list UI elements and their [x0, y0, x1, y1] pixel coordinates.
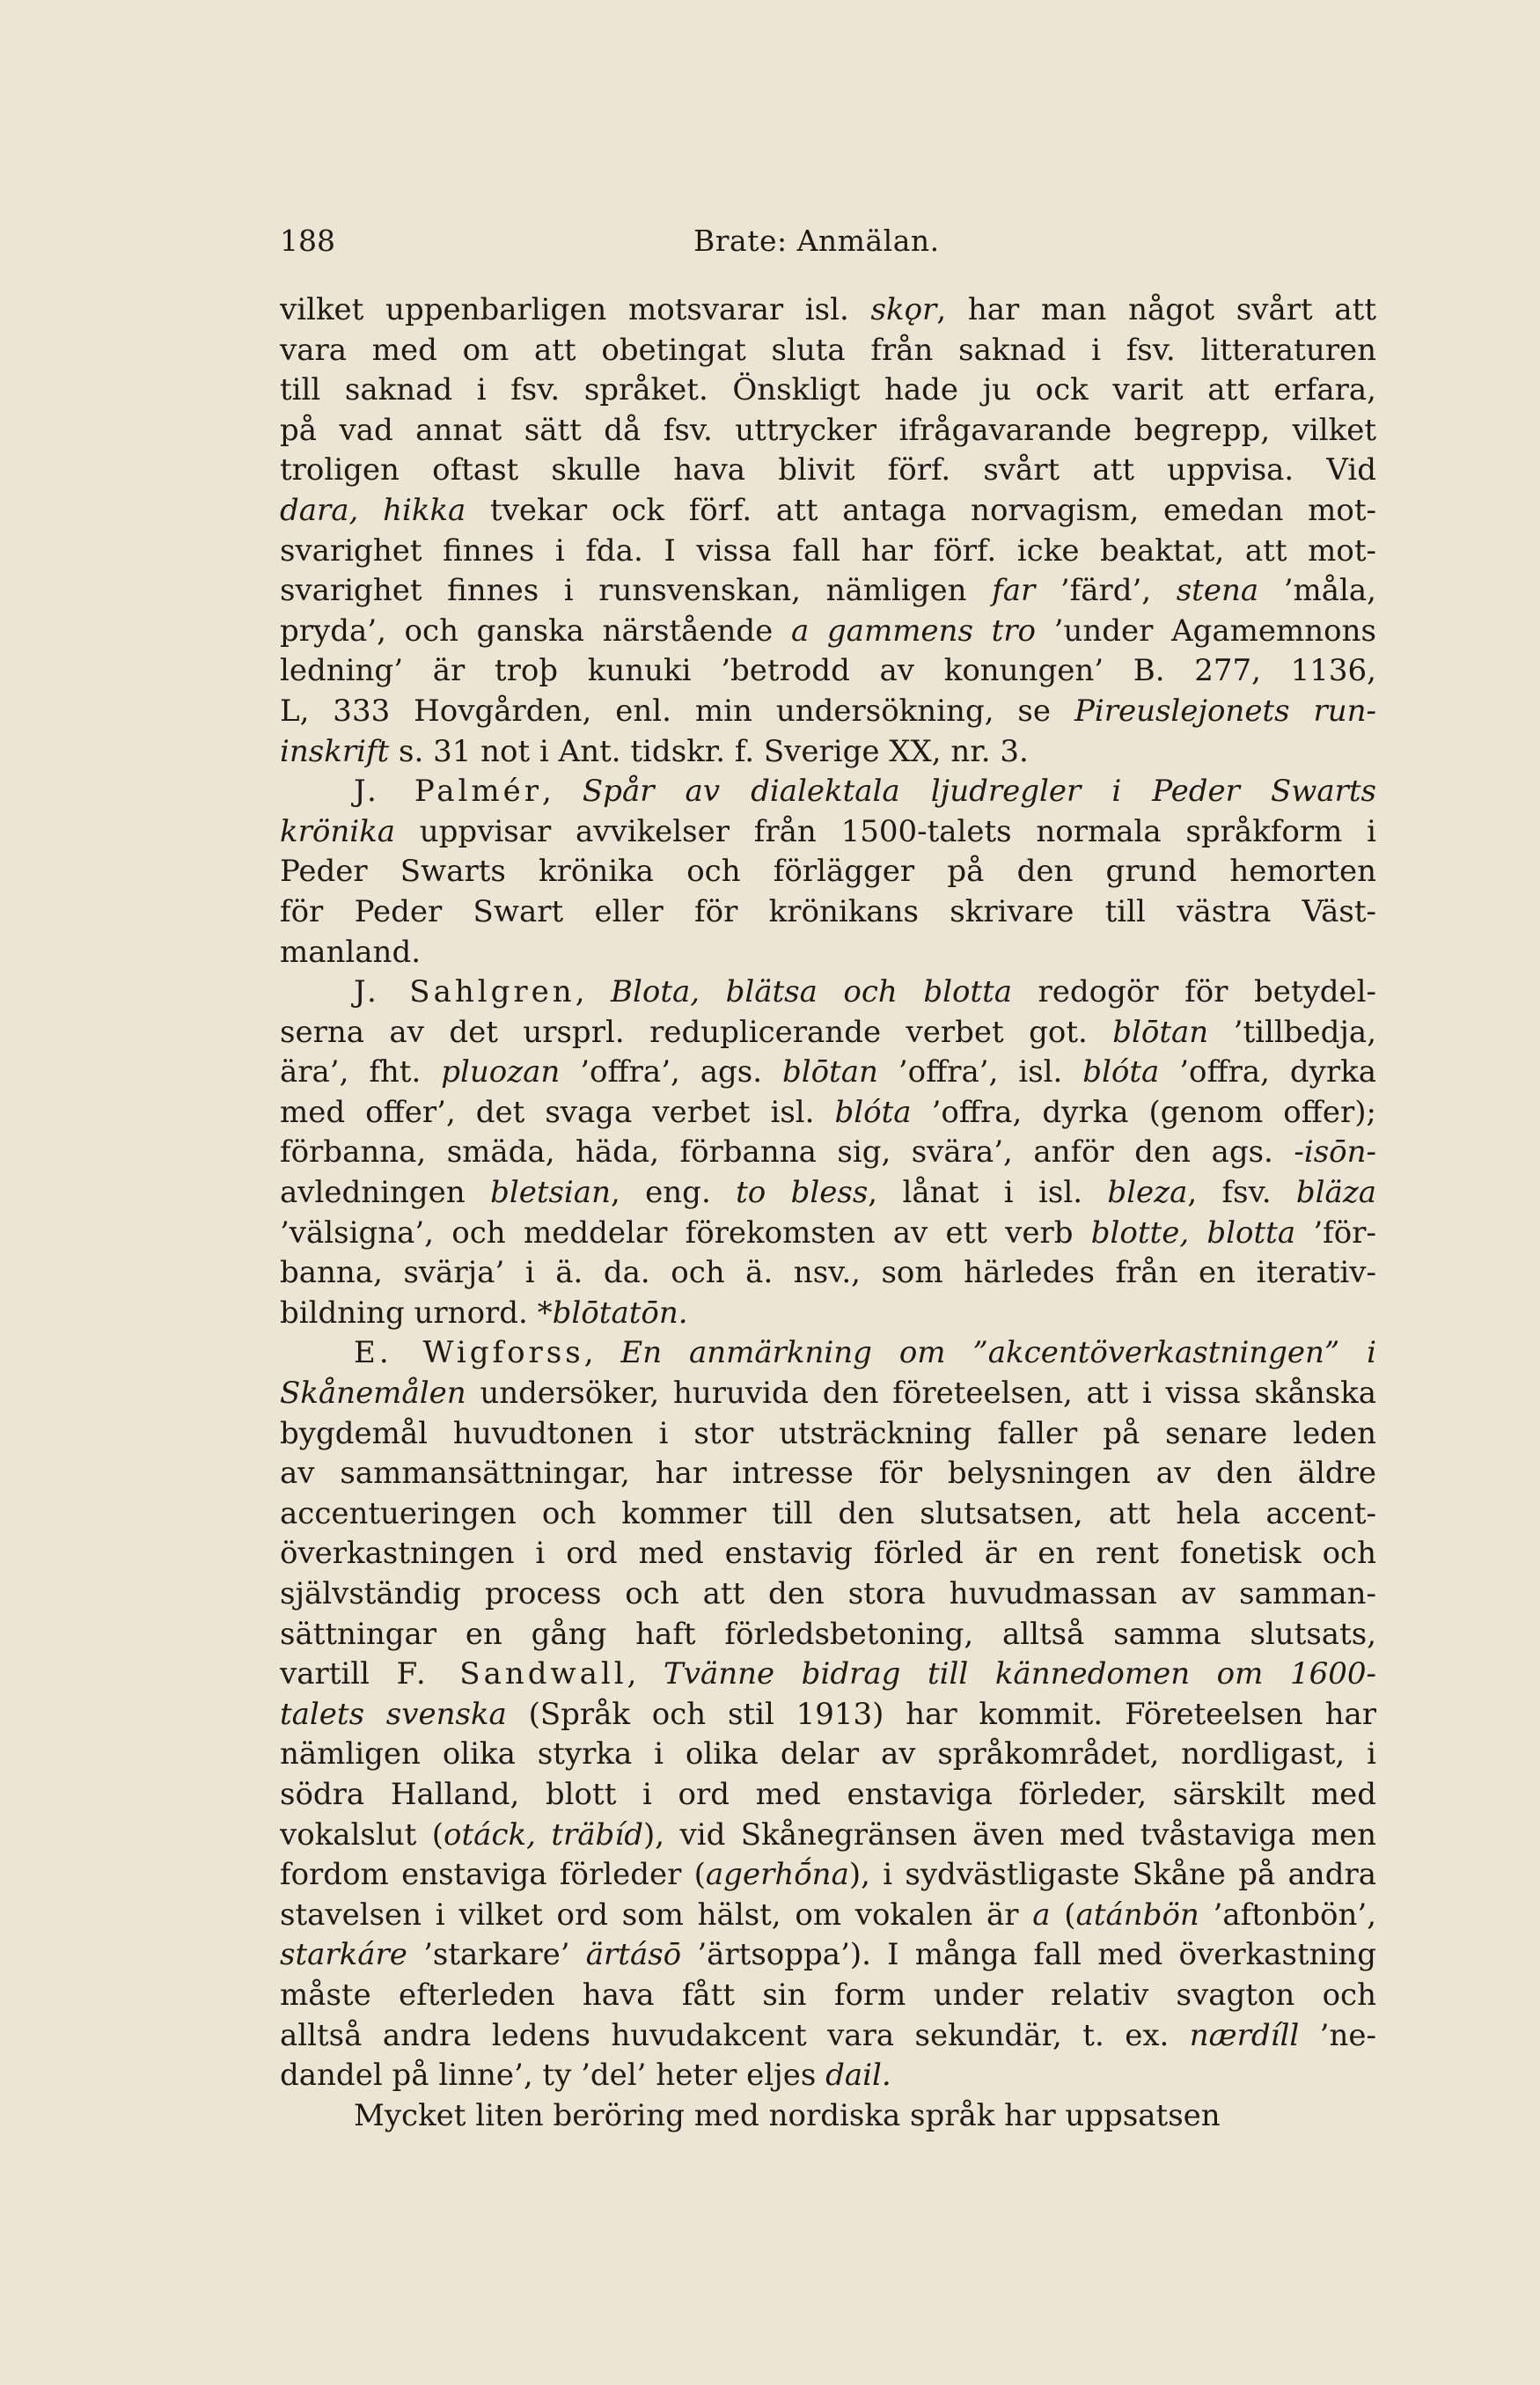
italic-segment: blóta	[1082, 1054, 1160, 1090]
page-header	[280, 222, 1376, 261]
italic-segment: otáck, träbíd	[444, 1816, 643, 1853]
text-segment: ’under Agamemnons	[1035, 613, 1376, 649]
italic-segment: Blota, blätsa och blotta	[611, 974, 1013, 1010]
text-line	[280, 1976, 1376, 2016]
text-segment: ’offra, dyrka (genom offer);	[911, 1094, 1376, 1130]
italic-segment: krönika	[280, 813, 395, 849]
text-segment: troligen oftast skulle hava blivit förf. svårt att uppvisa. Vid	[280, 452, 1376, 488]
text-segment: ), vid Skånegränsen även med tvåstaviga men	[642, 1816, 1376, 1853]
text-segment: ,	[627, 1656, 664, 1692]
text-segment: L, 333 Hovgården, enl. min undersökning, se	[280, 693, 1074, 729]
text-line	[280, 2016, 1376, 2057]
text-line	[280, 2096, 1376, 2137]
text-line	[280, 772, 1376, 812]
text-line	[280, 1655, 1376, 1695]
body-text	[280, 290, 1376, 2136]
text-line	[280, 692, 1376, 732]
text-segment: för Peder Swart eller för krönikans skrivare till västra Väst-	[280, 893, 1376, 929]
text-line	[280, 933, 1376, 973]
italic-segment: *blōtatōn.	[537, 1295, 688, 1331]
text-line	[280, 1775, 1376, 1816]
text-segment: sättningar en gång haft förledsbetoning, alltså samma slutsats,	[280, 1616, 1376, 1652]
text-segment: pryda’, och ganska närstående	[280, 613, 791, 649]
text-segment: avledningen	[280, 1175, 491, 1211]
text-segment: överkastningen i ord med enstavig förled är en rent fonetisk och	[280, 1536, 1376, 1572]
italic-segment: skǫr	[870, 292, 937, 327]
text-segment: (Språk och stil 1913) har kommit. Företeelsen har	[506, 1696, 1376, 1732]
text-segment: fordom enstaviga förleder (	[280, 1857, 706, 1893]
text-segment: , har man något svårt att	[936, 292, 1376, 327]
text-segment: tvekar ock förf. att antaga norvagism, emedan mot-	[466, 492, 1376, 528]
text-segment: självständig process och att den stora huvudmassan av samman-	[280, 1576, 1376, 1611]
text-line	[280, 1816, 1376, 1856]
text-line	[280, 1855, 1376, 1896]
text-line	[280, 1735, 1376, 1775]
text-segment: bygdemål huvudtonen i stor utsträckning faller på senare leden	[280, 1415, 1376, 1451]
text-segment: ’ärtsoppa’). I många fall med överkastning	[681, 1937, 1376, 1973]
text-segment: på vad annat sätt då fsv. uttrycker ifrågavarande begrepp, vilket	[280, 412, 1376, 448]
text-line	[280, 2056, 1376, 2096]
text-segment: södra Halland, blott i ord med enstaviga förleder, särskilt med	[280, 1776, 1376, 1812]
text-line	[280, 532, 1376, 572]
text-line	[280, 451, 1376, 491]
italic-segment: Pireuslejonets run-	[1074, 693, 1376, 729]
text-segment: vokalslut (	[280, 1816, 444, 1853]
text-segment: svarighet finnes i fda. I vissa fall har förf. icke beaktat, att mot-	[280, 532, 1376, 569]
text-segment: måste efterleden hava fått sin form under relativ svagton och	[280, 1977, 1376, 2013]
text-segment: ’starkare’	[407, 1937, 586, 1973]
text-segment: ’offra’, ags.	[560, 1054, 782, 1090]
italic-segment: blóta	[834, 1094, 912, 1130]
italic-segment: inskrift	[280, 733, 390, 769]
text-line	[280, 1494, 1376, 1535]
text-segment: bildning urnord.	[280, 1295, 538, 1331]
text-segment: alltså andra ledens huvudakcent vara sekundär, t. ex.	[280, 2017, 1190, 2053]
text-line	[280, 651, 1376, 692]
text-segment: nämligen olika styrka i olika delar av språkområdet, nordligast, i	[280, 1736, 1376, 1772]
text-line	[280, 1053, 1376, 1093]
text-line	[280, 892, 1376, 933]
text-line	[280, 1173, 1376, 1214]
text-segment: uppvisar avvikelser från 1500-talets normala språkform i	[394, 813, 1376, 849]
text-line	[280, 371, 1376, 411]
italic-segment: ärtásō	[585, 1937, 682, 1973]
italic-segment: pluozan	[441, 1054, 561, 1090]
italic-segment: atánbön	[1075, 1897, 1199, 1933]
text-segment: ’tillbedja,	[1208, 1014, 1376, 1050]
text-segment: , fsv.	[1187, 1175, 1296, 1211]
text-segment: , lånat i isl.	[868, 1175, 1108, 1211]
text-segment: med offer’, det svaga verbet isl.	[280, 1094, 835, 1130]
text-segment: (	[1050, 1897, 1076, 1933]
text-segment: Mycket liten beröring med nordiska språk har uppsatsen	[354, 2097, 1221, 2133]
running-head: Brate: Anmälan.	[693, 224, 940, 258]
text-segment: ,	[575, 974, 612, 1010]
italic-segment: stena	[1176, 573, 1259, 609]
text-segment: s. 31 not i Ant. tidskr. f. Sverige XX, nr. 3.	[389, 733, 1029, 769]
text-line	[280, 1294, 1376, 1334]
text-segment: vara med om att obetingat sluta från saknad i fsv. litteraturen	[280, 332, 1376, 368]
italic-segment: bletsian	[490, 1175, 611, 1211]
text-line	[280, 1253, 1376, 1294]
text-line	[280, 1333, 1376, 1374]
text-segment: vilket uppenbarligen motsvarar isl.	[280, 292, 871, 327]
italic-segment: blōtan	[1112, 1014, 1209, 1050]
text-segment: serna av det ursprl. reduplicerande verbet got.	[280, 1014, 1113, 1050]
text-line	[280, 852, 1376, 892]
text-line	[280, 1574, 1376, 1615]
text-segment: ,	[583, 1335, 621, 1371]
text-segment: accentueringen och kommer till den slutsatsen, att hela accent-	[280, 1495, 1376, 1531]
text-line	[280, 1414, 1376, 1455]
text-line	[280, 972, 1376, 1013]
text-segment: förbanna, smäda, häda, förbanna sig, svära’, anför den ags.	[280, 1134, 1294, 1170]
italic-segment: blōtan	[781, 1054, 878, 1090]
text-segment: dandel på linne’, ty ’del’ heter eljes	[280, 2058, 826, 2094]
text-segment: vartill	[280, 1656, 397, 1692]
italic-segment: blotte, blotta	[1090, 1215, 1296, 1251]
text-segment: svarighet finnes i runsvenskan, nämligen	[280, 573, 993, 609]
text-line	[280, 1214, 1376, 1254]
text-line	[280, 1534, 1376, 1574]
italic-segment: a	[1032, 1897, 1051, 1933]
text-line	[280, 411, 1376, 451]
text-line	[280, 732, 1376, 773]
text-segment: ), i sydvästligaste Skåne på andra	[848, 1857, 1376, 1893]
text-line	[280, 1695, 1376, 1736]
text-line	[280, 571, 1376, 612]
text-line	[280, 1093, 1376, 1134]
text-segment: stavelsen i vilket ord som hälst, om vokalen är	[280, 1897, 1033, 1933]
text-segment: , eng.	[610, 1175, 737, 1211]
italic-segment: talets svenska	[280, 1696, 507, 1732]
text-line	[280, 331, 1376, 371]
italic-segment: Skånemålen	[280, 1376, 466, 1412]
text-segment: ’aftonbön’,	[1199, 1897, 1376, 1933]
author-name: F. Sandwall	[396, 1656, 627, 1692]
author-name: J. Sahlgren	[354, 974, 576, 1010]
text-line	[280, 1615, 1376, 1655]
italic-segment: -isōn-	[1294, 1134, 1376, 1170]
text-segment: ’ne-	[1299, 2017, 1376, 2053]
text-line	[280, 612, 1376, 652]
italic-segment: to bless	[736, 1175, 869, 1211]
text-segment: ’måla,	[1258, 573, 1376, 609]
text-segment: Peder Swarts krönika och förlägger på den grund hemorten	[280, 854, 1376, 890]
italic-segment: nærdíll	[1189, 2017, 1300, 2053]
italic-segment: dara, hikka	[280, 492, 466, 528]
italic-segment: starkáre	[280, 1937, 407, 1973]
text-segment: ’för-	[1295, 1215, 1376, 1251]
text-segment: ’offra’, isl.	[877, 1054, 1083, 1090]
text-line	[280, 1013, 1376, 1053]
text-line	[280, 290, 1376, 331]
text-line	[280, 1896, 1376, 1936]
italic-segment: bläza	[1295, 1175, 1376, 1211]
italic-segment: Tvänne bidrag till kännedomen om 1600-	[664, 1656, 1376, 1692]
text-line	[280, 812, 1376, 853]
author-name: E. Wigforss	[354, 1335, 584, 1371]
text-segment: till saknad i fsv. språket. Önskligt hade ju ock varit att erfara,	[280, 372, 1376, 408]
text-segment: undersöker, huruvida den företeelsen, att i vissa skånska	[466, 1376, 1376, 1412]
italic-segment: dail.	[825, 2058, 891, 2094]
text-segment: ’färd’,	[1035, 573, 1177, 609]
text-segment: ära’, fht.	[280, 1054, 442, 1090]
text-line	[280, 1454, 1376, 1494]
text-segment: ’välsigna’, och meddelar förekomsten av ett verb	[280, 1215, 1091, 1251]
page-number: 188	[280, 224, 335, 258]
italic-segment: agerhṓna	[705, 1857, 849, 1893]
italic-segment: Spår av dialektala ljudregler i Peder Swarts	[582, 774, 1376, 810]
text-line	[280, 1935, 1376, 1976]
text-segment: ,	[542, 774, 583, 810]
italic-segment: a gammens tro	[790, 613, 1036, 649]
text-segment: redogör för betydel-	[1012, 974, 1376, 1010]
italic-segment: bleza	[1107, 1175, 1188, 1211]
italic-segment: far	[992, 573, 1036, 609]
text-segment: banna, svärja’ i ä. da. och ä. nsv., som härledes från en iterativ-	[280, 1255, 1376, 1291]
text-segment: ledning’ är troþ kunuki ’betrodd av konungen’ B. 277, 1136,	[280, 653, 1376, 689]
text-segment: av sammansättningar, har intresse för belysningen av den äldre	[280, 1456, 1376, 1492]
text-line	[280, 1374, 1376, 1414]
text-segment: manland.	[280, 934, 422, 970]
italic-segment: En anmärkning om ”akcentöverkastningen” i	[620, 1335, 1376, 1371]
author-name: J. Palmér	[354, 774, 542, 810]
text-segment: ’offra, dyrka	[1159, 1054, 1376, 1090]
text-line	[280, 491, 1376, 532]
text-line	[280, 1133, 1376, 1173]
